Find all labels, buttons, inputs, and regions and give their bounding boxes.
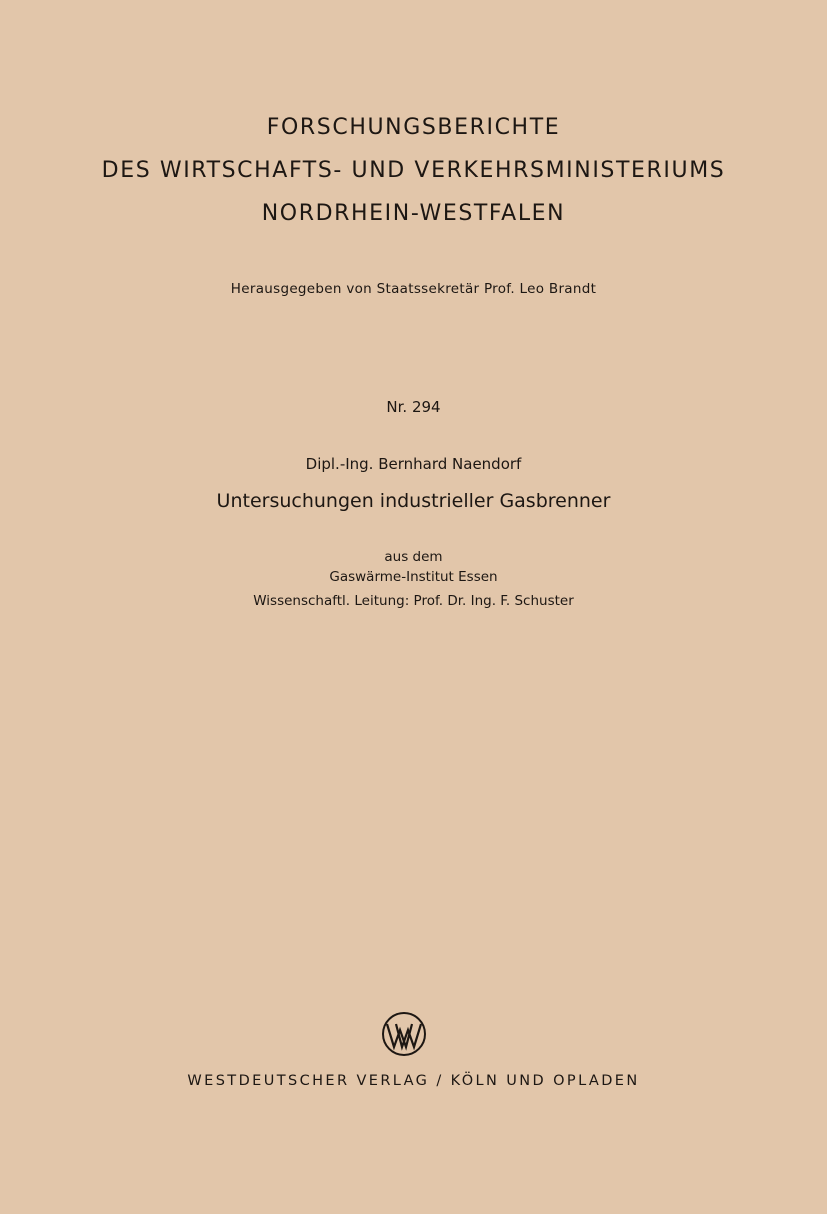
origin-leadership: Wissenschaftl. Leitung: Prof. Dr. Ing. F. Schuster xyxy=(253,593,574,609)
series-title-line-2: DES WIRTSCHAFTS- UND VERKEHRSMINISTERIUMS xyxy=(101,158,726,183)
origin-line-1: aus dem xyxy=(384,549,443,565)
publisher: WESTDEUTSCHER VERLAG / KÖLN UND OPLADEN xyxy=(187,1073,640,1089)
series-title-line-1: FORSCHUNGSBERICHTE xyxy=(266,115,561,140)
origin-institute: Gaswärme-Institut Essen xyxy=(329,569,498,585)
book-title: Untersuchungen industrieller Gasbrenner xyxy=(216,490,611,512)
series-title-line-3: NORDRHEIN-WESTFALEN xyxy=(261,201,566,226)
editor-line: Herausgegeben von Staatssekretär Prof. Leo Brandt xyxy=(230,281,597,297)
report-number: Nr. 294 xyxy=(386,398,441,416)
westdeutscher-verlag-ww-logo-icon xyxy=(381,1011,427,1057)
author: Dipl.-Ing. Bernhard Naendorf xyxy=(305,455,522,473)
